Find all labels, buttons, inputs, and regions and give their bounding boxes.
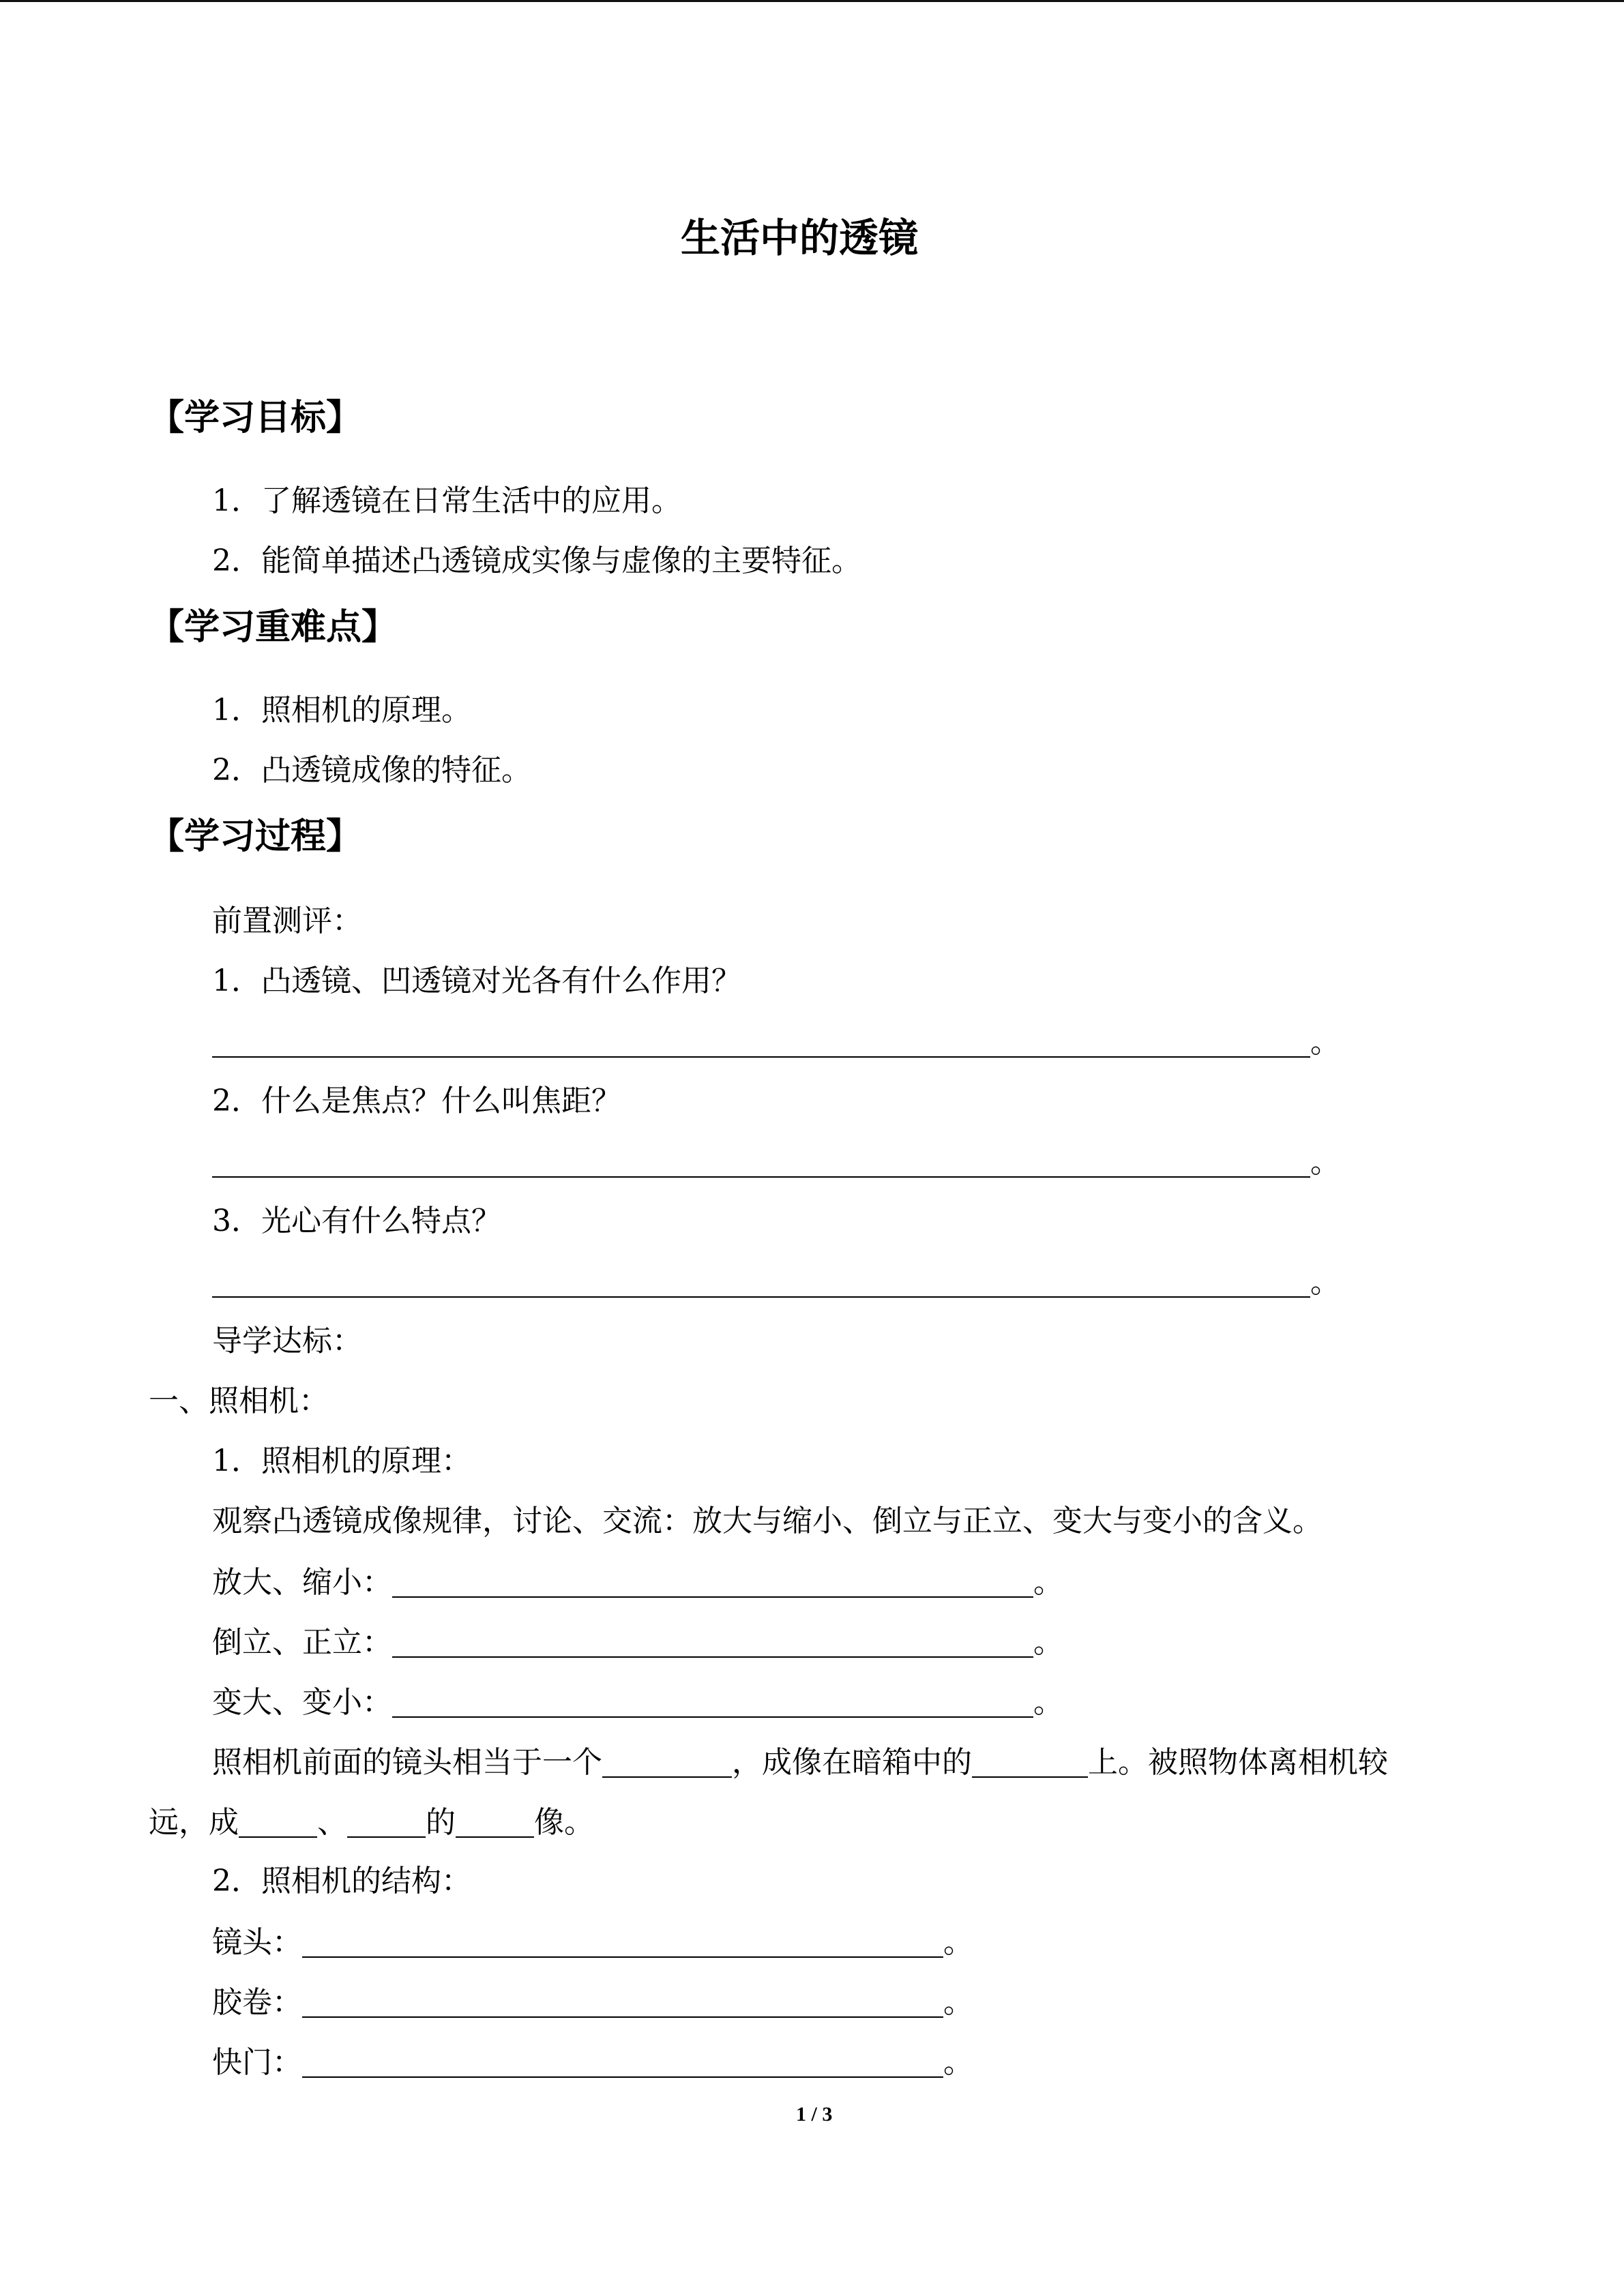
- page-number: 1 / 3: [796, 2103, 833, 2126]
- pre-test-label: 前置测评：: [212, 904, 362, 938]
- period: 。: [1310, 1145, 1340, 1180]
- answer-line-2[interactable]: [212, 1146, 1340, 1178]
- top-border: [0, 0, 1624, 2]
- period: 。: [943, 1925, 973, 1960]
- key-point-item-2: 2．凸透镜成像的特征。: [212, 753, 531, 788]
- blank[interactable]: [972, 1746, 1088, 1778]
- pair-label: 倒立、正立：: [212, 1625, 392, 1660]
- pair-line-enlarge[interactable]: [212, 1566, 1063, 1598]
- period: 。: [1033, 1625, 1063, 1660]
- pair-label: 变大、变小：: [212, 1685, 392, 1720]
- objective-item-1: 1．了解透镜在日常生活中的应用。: [212, 483, 681, 518]
- part-line-film[interactable]: [212, 1986, 973, 2018]
- period: 。: [943, 2045, 973, 2080]
- part-label: 快门：: [212, 2045, 302, 2080]
- camera-fill-line-1[interactable]: [212, 1746, 1388, 1778]
- period: 。: [1033, 1565, 1063, 1600]
- period: 。: [943, 1985, 973, 2020]
- period: 。: [1310, 1265, 1340, 1300]
- part-line-shutter[interactable]: [212, 2046, 973, 2078]
- answer-line-3[interactable]: [212, 1266, 1340, 1298]
- part-label: 胶卷：: [212, 1985, 302, 2020]
- part1-title: 一、照相机：: [149, 1384, 329, 1418]
- period: 。: [1310, 1025, 1340, 1060]
- key-points-heading: 【学习重难点】: [149, 607, 398, 648]
- pair-line-invert[interactable]: [212, 1626, 1063, 1658]
- camera-fill-line-2[interactable]: [149, 1806, 594, 1838]
- pair-label: 放大、缩小：: [212, 1565, 392, 1600]
- question-1: 1．凸透镜、凹透镜对光各有什么作用？: [212, 964, 741, 998]
- objectives-heading: 【学习目标】: [149, 398, 362, 438]
- text-fragment: 的: [426, 1805, 456, 1840]
- observe-text: 观察凸透镜成像规律，讨论、交流：放大与缩小、倒立与正立、变大与变小的含义。: [212, 1504, 1323, 1538]
- blank[interactable]: [602, 1746, 732, 1778]
- blank[interactable]: [239, 1806, 317, 1838]
- text-fragment: 远，成: [149, 1805, 239, 1840]
- structure-title: 2．照相机的结构：: [212, 1864, 471, 1898]
- part-line-lens[interactable]: [212, 1926, 973, 1958]
- text-fragment: 上。被照物体离相机较: [1088, 1745, 1388, 1780]
- text-fragment: 、: [317, 1805, 347, 1840]
- part-label: 镜头：: [212, 1925, 302, 1960]
- question-2: 2．什么是焦点？什么叫焦距？: [212, 1084, 621, 1118]
- key-point-item-1: 1．照相机的原理。: [212, 693, 471, 728]
- question-3: 3．光心有什么特点？: [212, 1204, 501, 1238]
- period: 。: [1033, 1685, 1063, 1720]
- blank[interactable]: [456, 1806, 534, 1838]
- page-title: 生活中的透镜: [681, 215, 919, 261]
- objective-item-2: 2．能简单描述凸透镜成实像与虚像的主要特征。: [212, 543, 861, 578]
- principle-title: 1．照相机的原理：: [212, 1444, 471, 1478]
- answer-line-1[interactable]: [212, 1026, 1340, 1058]
- text-fragment: 照相机前面的镜头相当于一个: [212, 1745, 602, 1780]
- text-fragment: ，成像在暗箱中的: [732, 1745, 972, 1780]
- process-heading: 【学习过程】: [149, 816, 362, 857]
- guide-label: 导学达标：: [212, 1324, 362, 1358]
- text-fragment: 像。: [534, 1805, 594, 1840]
- blank[interactable]: [347, 1806, 426, 1838]
- pair-line-size[interactable]: [212, 1686, 1063, 1718]
